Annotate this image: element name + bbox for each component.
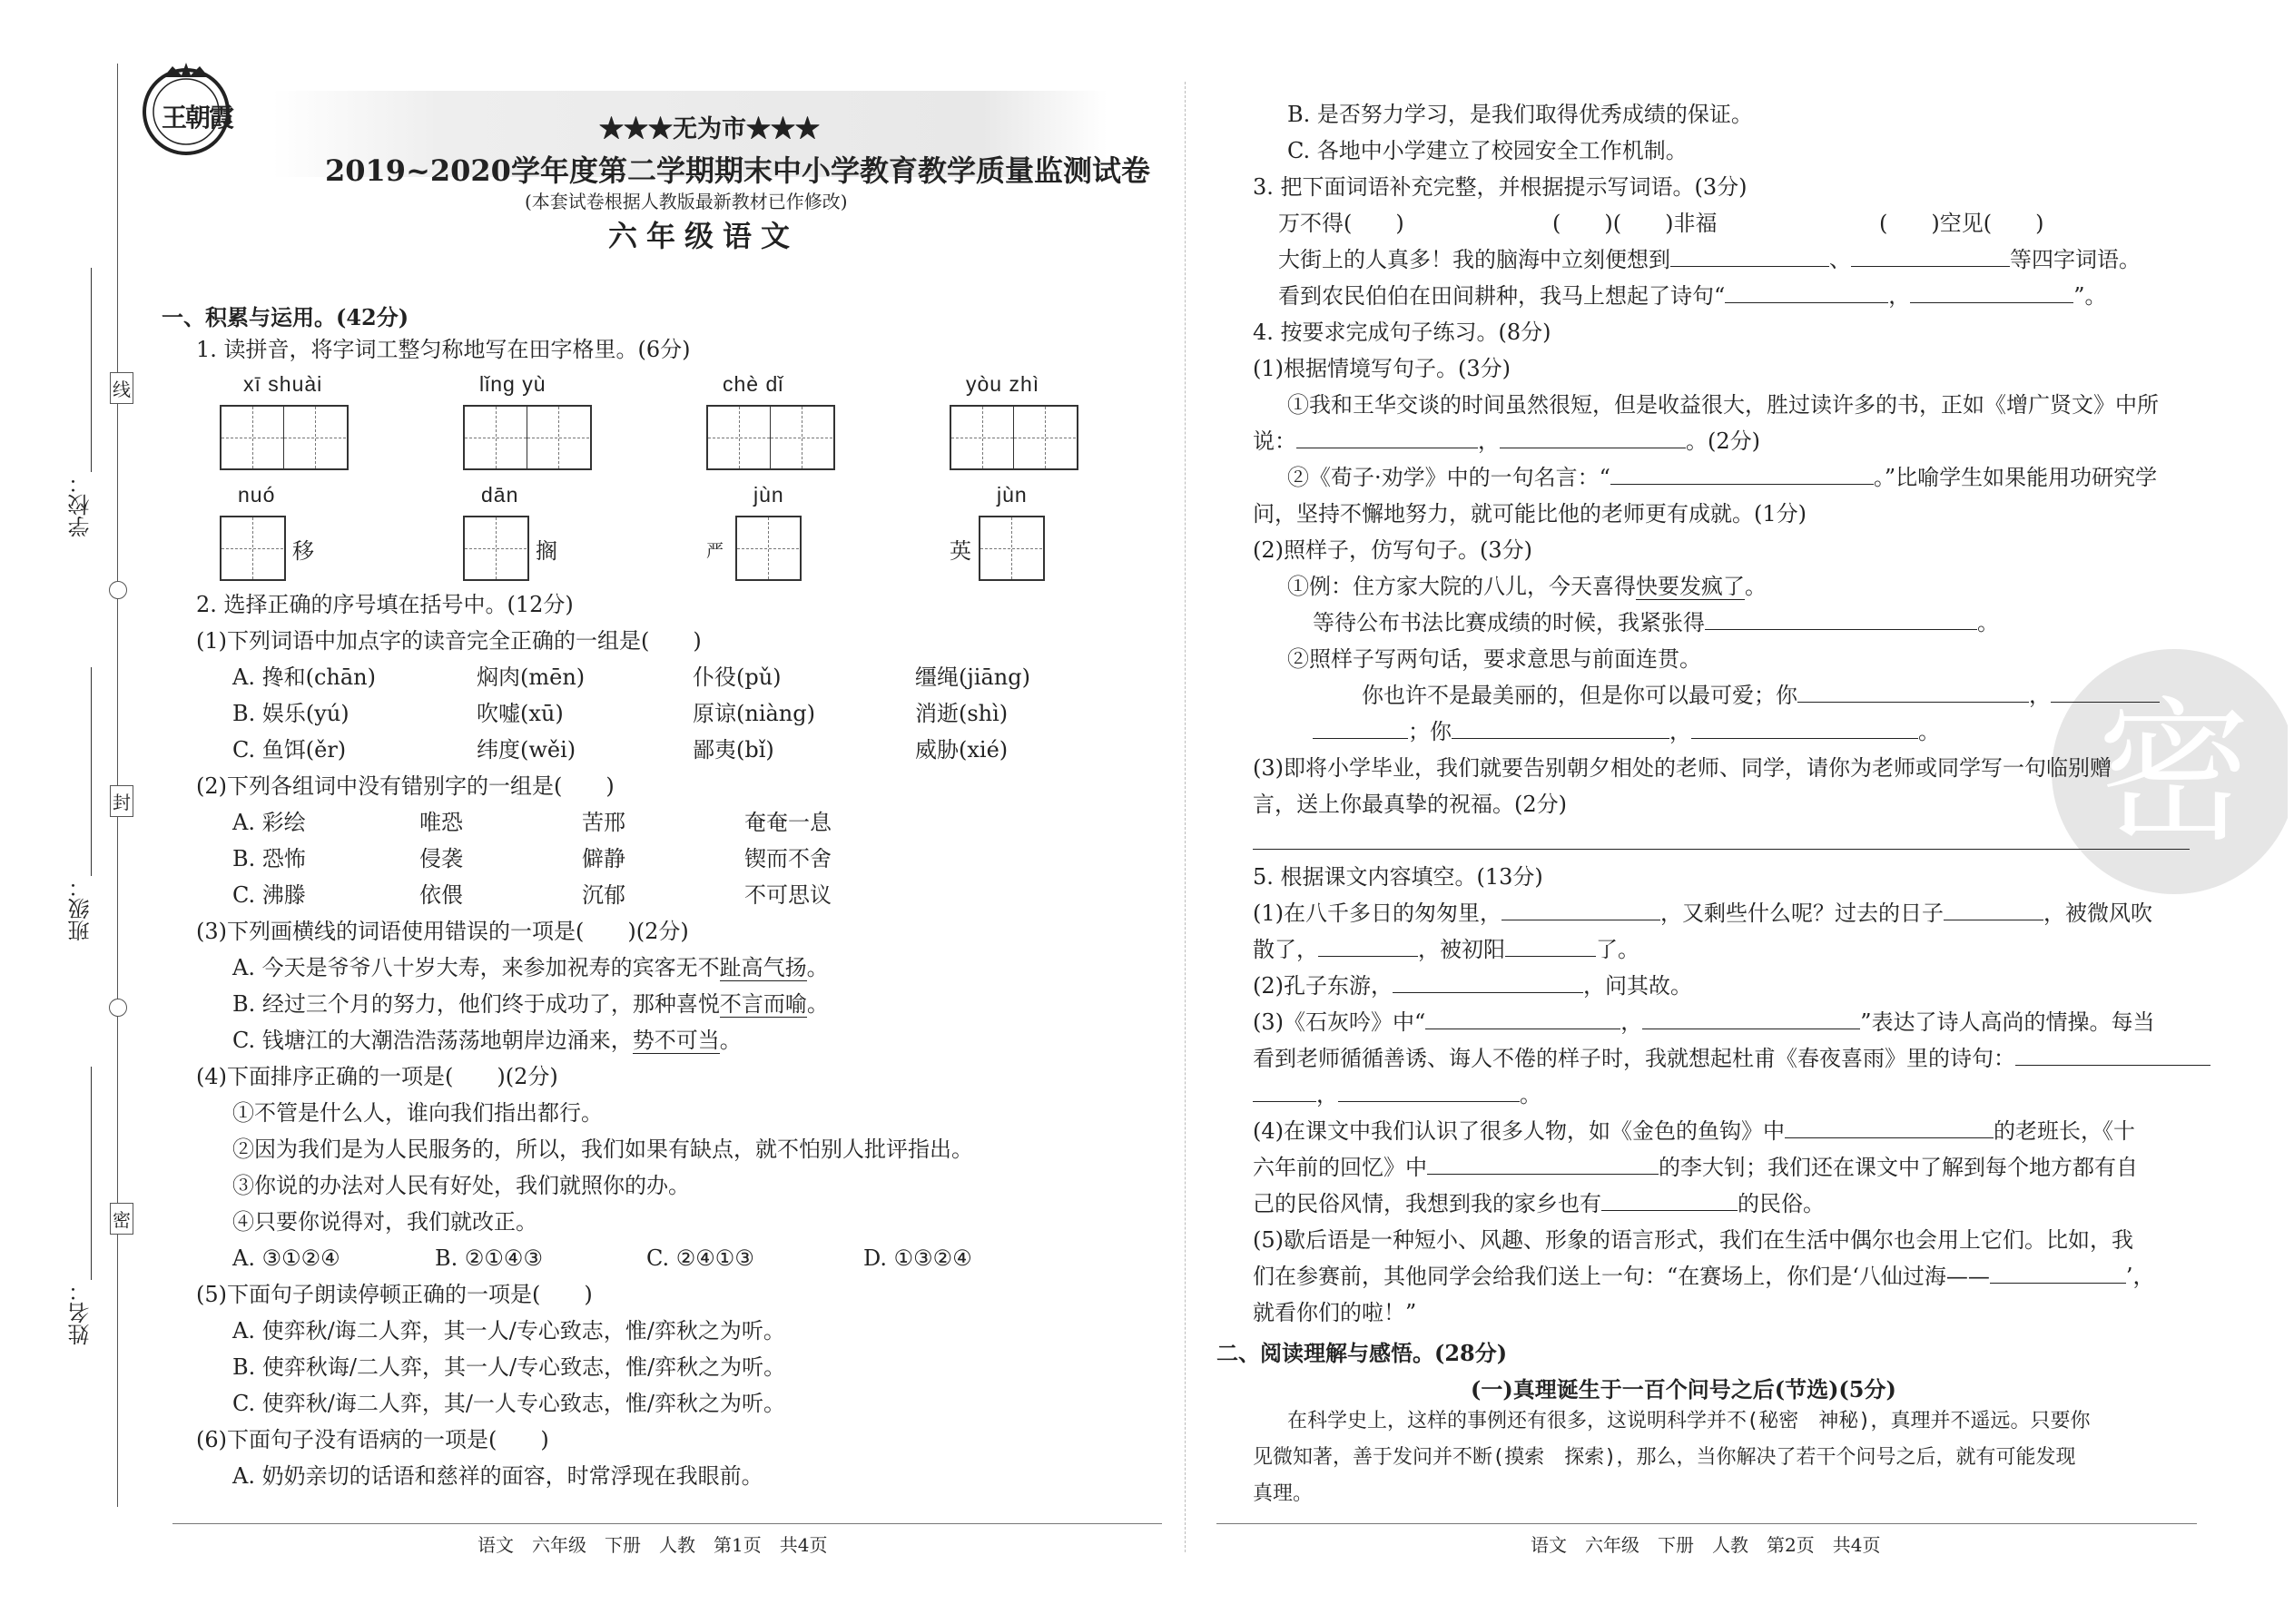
q1-prompt: 1. 读拼音，将字词工整匀称地写在田字格里。(6分) (196, 337, 691, 362)
answer-line[interactable] (1253, 849, 2190, 850)
word-char: 严 (706, 541, 724, 561)
answer-blank[interactable] (1610, 464, 1874, 485)
answer-blank[interactable] (1296, 428, 1478, 448)
option-text: B. 使弈秋诲/二人弈，其一人/专心致志，惟/弈秋之为听。 (232, 1354, 786, 1380)
answer-blank[interactable] (1601, 1190, 1738, 1211)
list-item: ④只要你说得对，我们就改正。 (232, 1209, 537, 1235)
binding-hole-icon (109, 999, 127, 1017)
option-text: 僻静 (582, 846, 625, 871)
option-text: 奄奄一息 (744, 810, 832, 835)
seal-mark-mi: 密 (110, 1203, 133, 1235)
pinyin-label: jùn (753, 483, 784, 507)
q4-text: 你也许不是最美丽的，但是你可以最可爱；你 ， (1362, 682, 2160, 709)
q4-text: (3)即将小学毕业，我们就要告别朝夕相处的老师、同学，请你为老师或同学写一句临别赠 (1253, 755, 2112, 781)
tian-grid[interactable] (463, 405, 592, 470)
class-field[interactable] (91, 667, 92, 876)
divider (172, 1523, 1162, 1524)
word-char: 搁 (536, 538, 557, 564)
answer-blank[interactable] (1505, 936, 1596, 957)
option-text: 焖肉(mēn) (477, 664, 586, 690)
binding-hole-icon (109, 581, 127, 599)
answer-blank[interactable] (1642, 1009, 1860, 1029)
footer-page-2: 语文 六年级 下册 人教 第2页 共4页 (1531, 1534, 1881, 1556)
idiom-blank: ( )空见( ) (1879, 211, 2044, 236)
option-text: C. ②④①③ (646, 1245, 754, 1271)
tian-grid[interactable] (220, 405, 349, 470)
fold-line (1185, 82, 1186, 1552)
q3-line3: 看到农民伯伯在田间耕种，我马上想起了诗句“ ， ”。 (1278, 283, 2107, 309)
q2-3-stem: (3)下列画横线的词语使用错误的一项是( )(2分) (196, 919, 689, 944)
answer-blank[interactable] (2051, 682, 2160, 703)
option-text: 沉郁 (582, 882, 625, 908)
option-text: 锲而不舍 (744, 846, 832, 871)
q4-text: 等待公布书法比赛成绩的时候，我紧张得 。 (1313, 610, 1999, 635)
q4-text: 问，坚持不懈地努力，就可能比他的老师更有成就。(1分) (1253, 501, 1807, 527)
answer-blank[interactable] (1253, 1081, 1316, 1102)
option-text: 依偎 (419, 882, 463, 908)
q5-text: 看到老师循循善诱、诲人不倦的样子时，我就想起杜甫《春夜喜雨》里的诗句： (1253, 1045, 2210, 1072)
option-text: A. 彩绘 (232, 810, 306, 835)
exam-subtitle: (本套试卷根据人教版最新教材已作修改) (525, 191, 848, 212)
option-text: 仆役(pǔ) (693, 664, 782, 690)
answer-blank[interactable] (1313, 718, 1408, 739)
option-text: 纬度(wěi) (477, 737, 576, 763)
q5-text: 散了， ，被初阳 了。 (1253, 937, 1639, 962)
answer-blank[interactable] (1500, 428, 1686, 448)
q5-text: ， 。 (1253, 1081, 1541, 1108)
list-item: ①不管是什么人，谁向我们指出都行。 (232, 1100, 603, 1126)
option-text: B. 经过三个月的努力，他们终于成功了，那种喜悦不言而喻。 (232, 991, 829, 1017)
option-text: 威胁(xié) (915, 737, 1009, 763)
option-text: 原谅(niàng) (693, 701, 815, 726)
option-text: 侵袭 (419, 846, 463, 871)
answer-blank[interactable] (1670, 246, 1829, 267)
option-text: A. 搀和(chān) (232, 664, 376, 690)
q5-text: 六年前的回忆》中 的李大钊；我们还在课文中了解到每个地方都有自 (1253, 1155, 2138, 1180)
pinyin-label: chè dǐ (723, 372, 784, 396)
option-text: C. 鱼饵(ěr) (232, 737, 347, 763)
q4-prompt: 4. 按要求完成句子练习。(8分) (1253, 320, 1551, 345)
q4-text: ①我和王华交谈的时间虽然很短，但是收益很大，胜过读许多的书，正如《增广贤文》中所 (1287, 392, 2159, 418)
q4-text: ②《荀子·劝学》中的一句名言：“ 。”比喻学生如果能用功研究学 (1287, 465, 2158, 490)
q5-text: (1)在八千多日的匆匆里， ，又剩些什么呢？过去的日子 ，被微风吹 (1253, 901, 2152, 926)
option-text: B. 恐怖 (232, 846, 306, 871)
q2-2-stem: (2)下列各组词中没有错别字的一组是( ) (196, 773, 615, 799)
idiom-blank: 万不得( ) (1278, 211, 1404, 236)
option-text: 唯恐 (419, 810, 463, 835)
tian-grid[interactable] (220, 516, 286, 581)
name-label: 姓名： (68, 1280, 94, 1345)
option-text: 吹嘘(xū) (477, 701, 564, 726)
q5-text: 们在参赛前，其他同学会给我们送上一句：“在赛场上，你们是‘八仙过海—— ’， (1253, 1264, 2155, 1289)
q4-1-stem: (1)根据情境写句子。(3分) (1253, 356, 1511, 381)
word-char: 移 (292, 538, 314, 564)
section-heading: 二、阅读理解与感悟。(28分) (1216, 1340, 1508, 1366)
word-char: 英 (950, 538, 971, 564)
option-text: 缰绳(jiāng) (915, 664, 1030, 690)
answer-blank[interactable] (1393, 972, 1583, 993)
q4-text: ；你 ， 。 (1313, 718, 1940, 745)
logo-text: 王朝霞 (162, 103, 233, 133)
option-text: A. ③①②④ (232, 1245, 340, 1271)
name-field[interactable] (91, 1067, 92, 1280)
school-field[interactable] (91, 268, 92, 472)
answer-blank[interactable] (1705, 609, 1977, 630)
q5-prompt: 5. 根据课文内容填空。(13分) (1253, 864, 1543, 890)
q2-1-stem: (1)下列词语中加点字的读音完全正确的一组是( ) (196, 628, 702, 654)
option-text: 不可思议 (744, 882, 832, 908)
option-text: B. 娱乐(yú) (232, 701, 350, 726)
answer-blank[interactable] (1797, 682, 2029, 703)
answer-blank[interactable] (1338, 1081, 1520, 1102)
q4-text: ②照样子写两句话，要求意思与前面连贯。 (1287, 646, 1701, 672)
q5-text: (4)在课文中我们认识了很多人物，如《金色的鱼钩》中 的老班长，《十 (1253, 1118, 2135, 1144)
option-text: 苦邢 (582, 810, 625, 835)
answer-blank[interactable] (1944, 900, 2043, 920)
q4-text: 说： ， 。(2分) (1253, 428, 1760, 454)
answer-blank[interactable] (1425, 1009, 1620, 1029)
answer-blank[interactable] (1452, 718, 1669, 739)
section-heading: 一、积累与运用。(42分) (162, 304, 409, 330)
passage-title: (一)真理诞生于一百个问号之后(节选)(5分) (1471, 1376, 1896, 1403)
q4-text: 言，送上你最真挚的祝福。(2分) (1253, 792, 1567, 817)
seal-mark-feng: 封 (110, 785, 133, 817)
q5-text: 己的民俗风情，我想到我的家乡也有 的民俗。 (1253, 1191, 1825, 1216)
tian-grid[interactable] (735, 516, 802, 581)
passage-text: 在科学史上，这样的事例还有很多，这说明科学并不(秘密 神秘)，真理并不遥远。只要你 (1287, 1410, 2091, 1432)
tian-grid[interactable] (463, 516, 529, 581)
q4-2-stem: (2)照样子，仿写句子。(3分) (1253, 537, 1532, 563)
pinyin-label: xī shuài (243, 372, 323, 396)
answer-blank[interactable] (1691, 718, 1918, 739)
svg-text:密: 密 (2096, 684, 2252, 863)
footer-page-1: 语文 六年级 下册 人教 第1页 共4页 (478, 1534, 828, 1556)
q2-4-stem: (4)下面排序正确的一项是( )(2分) (196, 1064, 558, 1089)
answer-blank[interactable] (1785, 1117, 1994, 1138)
q2-6-stem: (6)下面句子没有语病的一项是( ) (196, 1427, 549, 1452)
pinyin-label: nuó (238, 483, 276, 507)
answer-blank[interactable] (2015, 1045, 2210, 1066)
tian-grid[interactable] (706, 405, 835, 470)
exam-title: 2019~2020学年度第二学期期末中小学教育教学质量监测试卷 (325, 153, 1150, 188)
school-label: 学校： (68, 472, 94, 537)
q3-line2: 大街上的人真多！我的脑海中立刻便想到 、 等四字词语。 (1278, 247, 2141, 272)
option-text: C. 使弈秋/诲二人弈，其/一人专心致志，惟/弈秋之为听。 (232, 1391, 786, 1416)
pinyin-label: yòu zhì (966, 372, 1040, 396)
answer-blank[interactable] (1318, 936, 1418, 957)
pinyin-label: dān (481, 483, 519, 507)
list-item: ②因为我们是为人民服务的，所以，我们如果有缺点，就不怕别人批评指出。 (232, 1137, 973, 1162)
tian-grid[interactable] (950, 405, 1078, 470)
list-item: ③你说的办法对人民有好处，我们就照你的办。 (232, 1173, 690, 1198)
answer-blank[interactable] (1427, 1154, 1659, 1175)
idiom-blank: ( )( )非福 (1552, 211, 1718, 236)
option-text: B. 是否努力学习，是我们取得优秀成绩的保证。 (1287, 102, 1753, 127)
pinyin-label: lǐng yù (479, 372, 546, 396)
tian-grid[interactable] (979, 516, 1045, 581)
q5-text: 就看你们的啦！” (1253, 1300, 1417, 1325)
pinyin-label: jùn (997, 483, 1028, 507)
passage-text: 见微知著，善于发问并不断(摸索 探索)，那么，当你解决了若干个问号之后，就有可能发现 (1253, 1446, 2076, 1469)
region-title: ★★★无为市★★★ (599, 115, 820, 143)
q2-prompt: 2. 选择正确的序号填在括号中。(12分) (196, 592, 574, 617)
class-label: 班级： (68, 876, 94, 941)
q5-text: (3)《石灰吟》中“ ， ”表达了诗人高尚的情操。每当 (1253, 1009, 2155, 1035)
q5-text: (2)孔子东游， ，问其故。 (1253, 973, 1692, 999)
option-text: 鄙夷(bǐ) (693, 737, 774, 763)
passage-text: 真理。 (1253, 1482, 1314, 1505)
option-text: A. 奶奶亲切的话语和慈祥的面容，时常浮现在我眼前。 (232, 1463, 763, 1489)
seal-mark-xian: 线 (110, 372, 133, 404)
example-sentence: ①例：住方家大院的八儿，今天喜得快要发疯了。 (1287, 574, 1767, 599)
q3-prompt: 3. 把下面词语补充完整，并根据提示写词语。(3分) (1253, 174, 1748, 200)
option-text: B. ②①④③ (435, 1245, 543, 1271)
option-text: C. 钱塘江的大潮浩浩荡荡地朝岸边涌来，势不可当。 (232, 1028, 742, 1053)
answer-blank[interactable] (1725, 282, 1888, 303)
q2-5-stem: (5)下面句子朗读停顿正确的一项是( ) (196, 1282, 593, 1307)
answer-blank[interactable] (1851, 246, 2010, 267)
grade-subject: 六年级语文 (608, 219, 800, 253)
option-text: A. 使弈秋/诲二人弈，其一人/专心致志，惟/弈秋之为听。 (232, 1318, 785, 1343)
option-text: D. ①③②④ (863, 1245, 972, 1271)
option-text: C. 沸滕 (232, 882, 306, 908)
answer-blank[interactable] (1501, 900, 1660, 920)
answer-blank[interactable] (1910, 282, 2073, 303)
answer-blank[interactable] (1990, 1263, 2126, 1284)
option-text: C. 各地中小学建立了校园安全工作机制。 (1287, 138, 1688, 163)
option-text: 消逝(shì) (915, 701, 1009, 726)
option-text: A. 今天是爷爷八十岁大寿，来参加祝寿的宾客无不趾高气扬。 (232, 955, 829, 980)
divider (1216, 1523, 2197, 1524)
q5-text: (5)歇后语是一种短小、风趣、形象的语言形式，我们在生活中偶尔也会用上它们。比如，我 (1253, 1227, 2133, 1253)
